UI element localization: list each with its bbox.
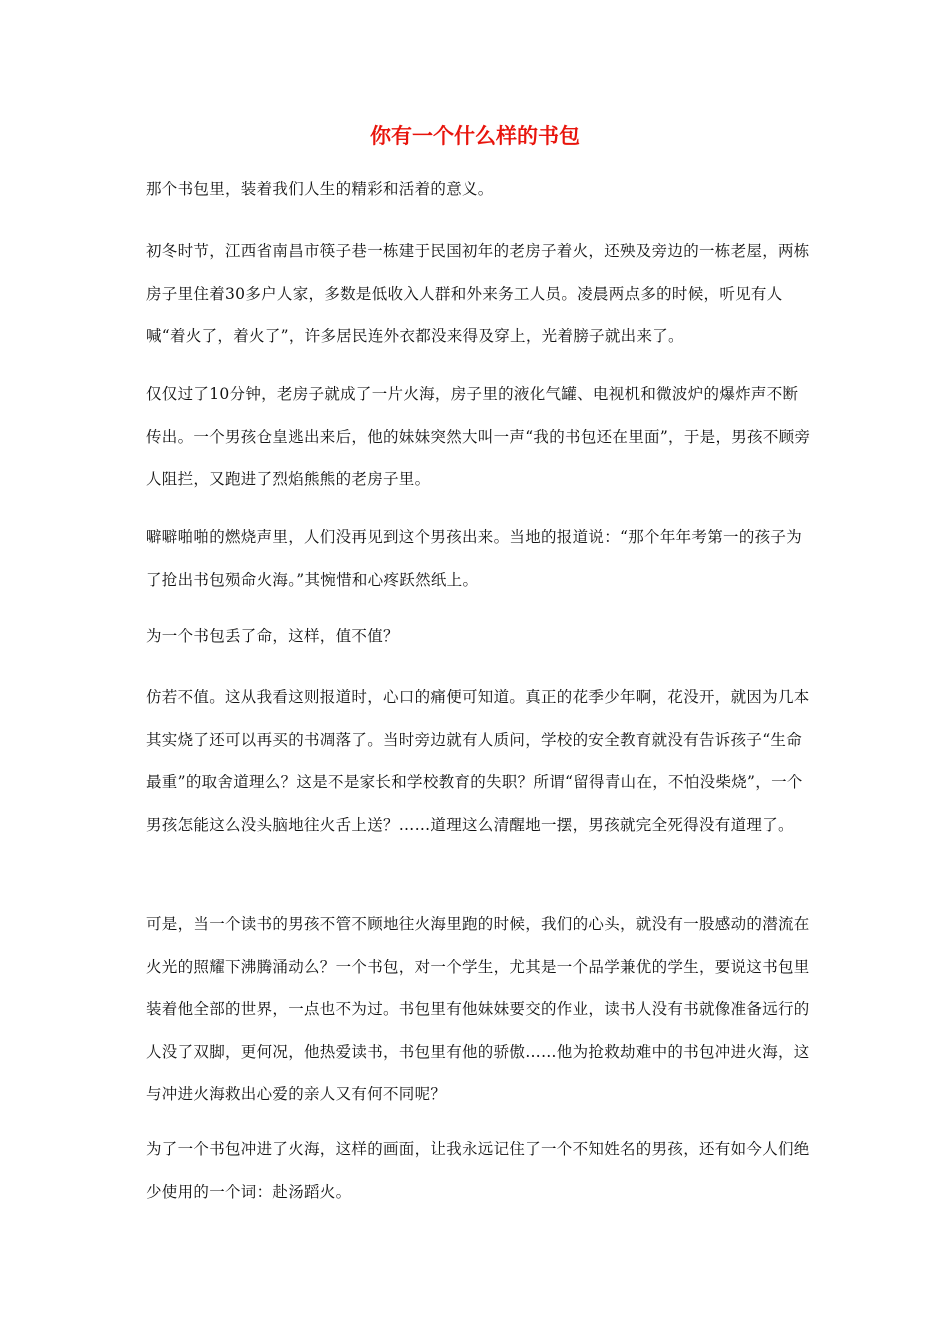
paragraph-2: 初冬时节，江西省南昌市筷子巷一栋建于民国初年的老房子着火，还殃及旁边的一栋老屋，两栋房子里住着30多户人家，多数是低收入人群和外来务工人员。凌晨两点多的时候，听见有人喊“着火了，着火了”，许多居民连外衣都没来得及穿上，光着膀子就出来了。 [146,242,810,345]
paragraph-8: 为了一个书包冲进了火海，这样的画面，让我永远记住了一个不知姓名的男孩，还有如今人们绝少使用的一个词：赴汤蹈火。 [146,1140,810,1201]
paragraph-4: 噼噼啪啪的燃烧声里，人们没再见到这个男孩出来。当地的报道说：“那个年年考第一的孩子为了抢出书包殒命火海。”其惋惜和心疼跃然纸上。 [146,528,803,589]
document-title: 你有一个什么样的书包 [370,124,580,148]
paragraph-3: 仅仅过了10分钟，老房子就成了一片火海，房子里的液化气罐、电视机和微波炉的爆炸声不断传出。一个男孩仓皇逃出来后，他的妹妹突然大叫一声“我的书包还在里面”，于是，男孩不顾旁人阻拦，又跑进了烈焰熊熊的老房子里。 [146,385,811,488]
paragraph-1: 那个书包里，装着我们人生的精彩和活着的意义。 [146,180,494,198]
paragraph-5: 为一个书包丢了命，这样，值不值？ [146,627,399,645]
paragraph-7: 可是，当一个读书的男孩不管不顾地往火海里跑的时候，我们的心头，就没有一股感动的潜流在火光的照耀下沸腾涌动么？一个书包，对一个学生，尤其是一个品学兼优的学生，要说这书包里装着他全部的世界，一点也不为过。书包里有他妹妹要交的作业，读书人没有书就像准备远行的人没了双脚，更何况，他热爱读书，书包里有他的骄傲……他为抢救劫难中的书包冲进火海，这与冲进火海救出心爱的亲人又有何不同呢？ [146,915,810,1103]
paragraph-6: 仿若不值。这从我看这则报道时，心口的痛便可知道。真正的花季少年啊，花没开，就因为几本其实烧了还可以再买的书凋落了。当时旁边就有人质问，学校的安全教育就没有告诉孩子“生命最重”的取舍道理么？这是不是家长和学校教育的失职？所谓“留得青山在，不怕没柴烧”，一个男孩怎能这么没头脑地往火舌上送？……道理这么清醒地一摆，男孩就完全死得没有道理了。 [146,688,810,834]
